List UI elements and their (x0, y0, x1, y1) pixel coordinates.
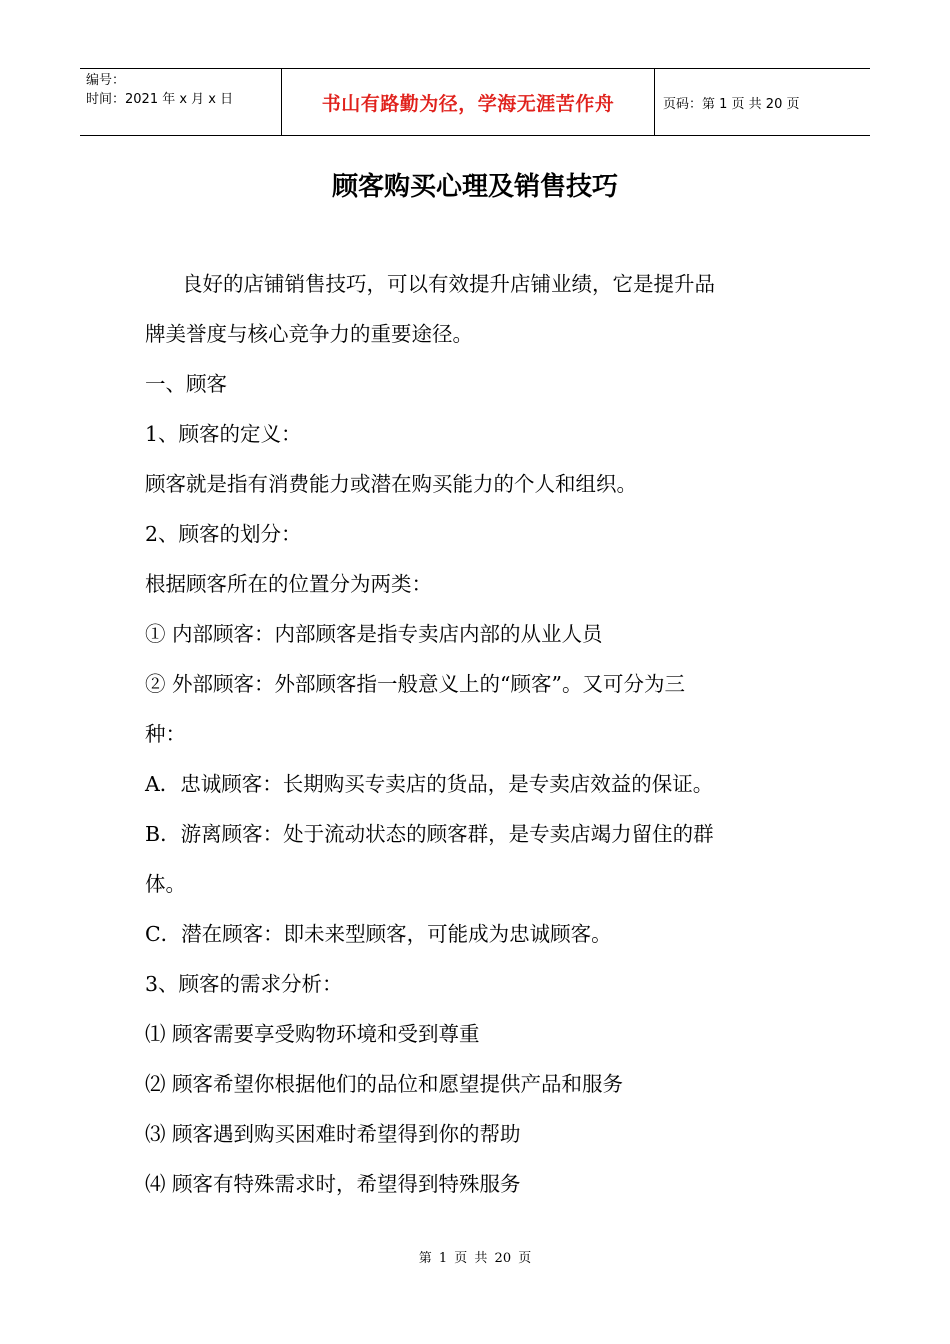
header-meta-cell (80, 69, 281, 135)
document-date: 时间：2021 年 x 月 x 日 (86, 92, 234, 107)
list-item: A．忠诚顾客：长期购买专卖店的货品，是专卖店效益的保证。 (145, 772, 714, 796)
list-item: ⑴ 顾客需要享受购物环境和受到尊重 (145, 1022, 480, 1046)
page-footer: 第 1 页 共 20 页 (418, 1251, 532, 1266)
list-item: ⑵ 顾客希望你根据他们的品位和愿望提供产品和服务 (145, 1072, 624, 1096)
header-motto-cell (281, 69, 655, 135)
subsection-heading: 1、顾客的定义： (145, 422, 302, 446)
list-item-continuation: 种： (145, 722, 186, 746)
list-item: B．游离顾客：处于流动状态的顾客群，是专卖店竭力留住的群 (145, 822, 714, 846)
list-item-continuation: 体。 (145, 872, 186, 896)
header-table (80, 68, 870, 136)
list-item: ② 外部顾客：外部顾客指一般意义上的“顾客”。又可分为三 (145, 672, 685, 696)
header-page-info: 页码：第 1 页 共 20 页 (663, 96, 800, 112)
header-page-cell (655, 69, 870, 135)
section-heading: 一、顾客 (145, 372, 227, 396)
document-number-label: 编号： (86, 73, 126, 88)
list-item: ① 内部顾客：内部顾客是指专卖店内部的从业人员 (145, 622, 603, 646)
list-item: ⑶ 顾客遇到购买困难时希望得到你的帮助 (145, 1122, 521, 1146)
paragraph-line: 顾客就是指有消费能力或潜在购买能力的个人和组织。 (145, 472, 637, 496)
subsection-heading: 2、顾客的划分： (145, 522, 302, 546)
paragraph-line: 根据顾客所在的位置分为两类： (145, 572, 432, 596)
paragraph-line: 良好的店铺销售技巧，可以有效提升店铺业绩，它是提升品 (182, 272, 715, 296)
list-item: ⑷ 顾客有特殊需求时，希望得到特殊服务 (145, 1172, 521, 1196)
header-motto: 书山有路勤为径，学海无涯苦作舟 (321, 92, 615, 115)
document-body (145, 262, 815, 1212)
list-item: C．潜在顾客：即未来型顾客，可能成为忠诚顾客。 (145, 922, 612, 946)
subsection-heading: 3、顾客的需求分析： (145, 972, 343, 996)
document-title: 顾客购买心理及销售技巧 (331, 172, 618, 202)
paragraph-line: 牌美誉度与核心竞争力的重要途径。 (145, 322, 473, 346)
